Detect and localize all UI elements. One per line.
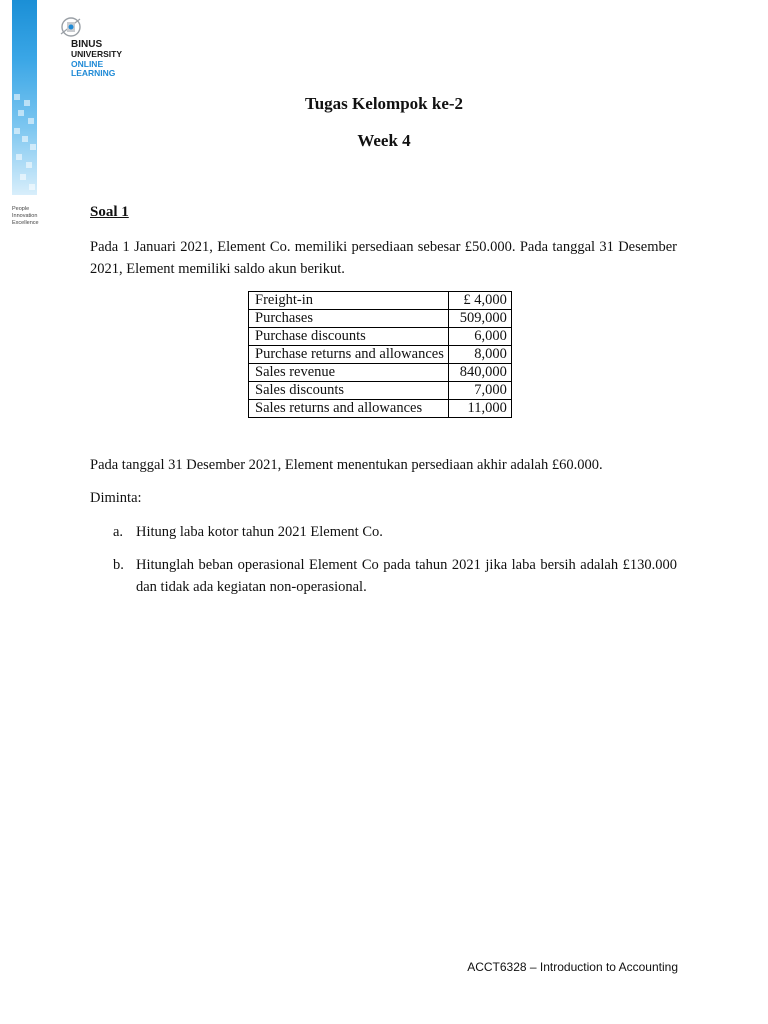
- account-name: Sales discounts: [249, 382, 449, 400]
- tagline-line: People: [12, 206, 30, 212]
- binus-logo: [52, 10, 132, 85]
- tagline-line: Excellence: [12, 220, 39, 226]
- logo-line-binus: BINUS: [71, 39, 103, 50]
- logo-line-learning: LEARNING: [71, 68, 116, 78]
- account-amount: 8,000: [448, 346, 511, 364]
- course-footer: ACCT6328 – Introduction to Accounting: [467, 960, 678, 974]
- intro-paragraph: Pada 1 Januari 2021, Element Co. memiliki persediaan sebesar £50.000. Pada tanggal 31 Desember 2021, Element memiliki saldo akun berikut.: [90, 239, 677, 277]
- list-item: [113, 554, 677, 598]
- brand-tagline: [12, 206, 39, 227]
- account-amount: 7,000: [448, 382, 511, 400]
- document-subtitle: Week 4: [357, 131, 411, 150]
- account-amount: £ 4,000: [448, 292, 511, 310]
- table-row: [249, 310, 512, 328]
- question-text: Hitunglah beban operasional Element Co pada tahun 2021 jika laba bersih adalah £130.000 dan tidak ada kegiatan non-operasional.: [136, 557, 677, 595]
- document-title: Tugas Kelompok ke-2: [304, 94, 464, 113]
- ending-inventory-paragraph: Pada tanggal 31 Desember 2021, Element menentukan persediaan akhir adalah £60.000.: [90, 457, 603, 473]
- tagline-line: Innovation: [12, 213, 38, 219]
- account-amount: 509,000: [448, 310, 511, 328]
- list-marker: a.: [113, 524, 124, 540]
- asked-label: Diminta:: [90, 490, 142, 506]
- account-name: Purchase discounts: [249, 328, 449, 346]
- account-name: Purchase returns and allowances: [249, 346, 449, 364]
- logo-emblem-icon: [58, 14, 84, 40]
- account-amount: 840,000: [448, 364, 511, 382]
- account-amount: 11,000: [448, 400, 511, 418]
- list-item: [113, 521, 677, 543]
- table-row: [249, 364, 512, 382]
- account-name: Sales revenue: [249, 364, 449, 382]
- list-marker: b.: [113, 557, 124, 573]
- table-row: [249, 292, 512, 310]
- account-name: Sales returns and allowances: [249, 400, 449, 418]
- table-row: [249, 400, 512, 418]
- account-name: Freight-in: [249, 292, 449, 310]
- account-amount: 6,000: [448, 328, 511, 346]
- table-row: [249, 346, 512, 364]
- logo-line-online: ONLINE: [71, 58, 104, 69]
- account-name: Purchases: [249, 310, 449, 328]
- table-row: [249, 328, 512, 346]
- logo-line-university: UNIVERSITY: [71, 49, 123, 59]
- table-row: [249, 382, 512, 400]
- question-text: Hitung laba kotor tahun 2021 Element Co.: [136, 524, 383, 540]
- account-balances-table: [248, 291, 512, 418]
- question-heading: Soal 1: [90, 204, 129, 220]
